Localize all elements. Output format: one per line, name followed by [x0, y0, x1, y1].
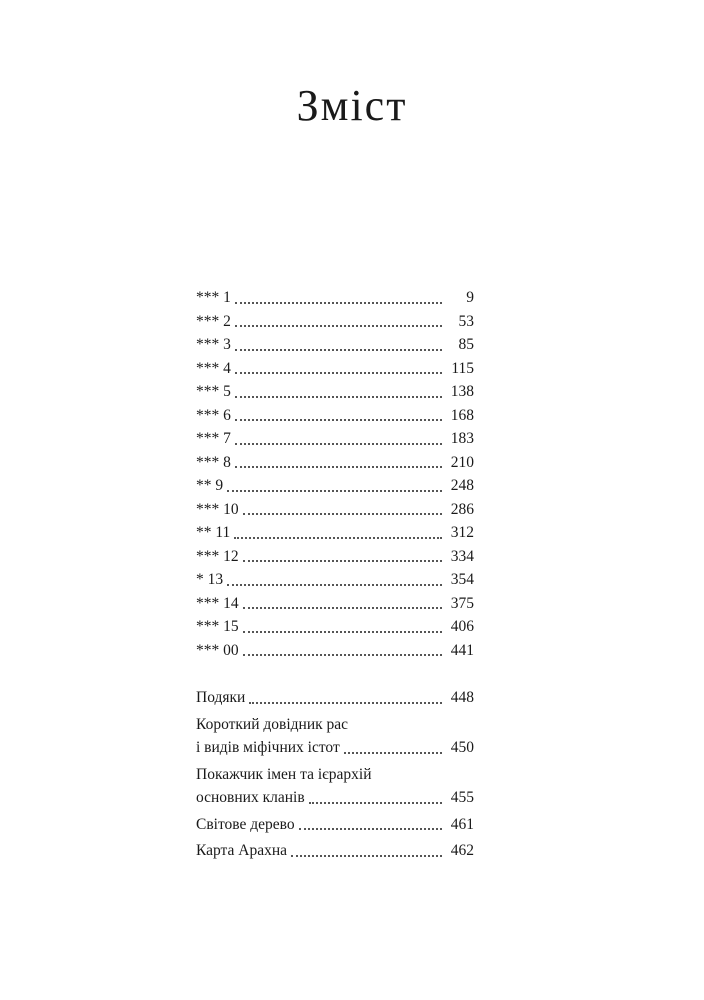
toc-entry-label: * 13	[196, 571, 224, 588]
dot-leader	[243, 607, 442, 609]
toc-entry[interactable]	[196, 404, 474, 428]
toc-entry-label: *** 12	[196, 547, 239, 565]
toc-entry-label: основних кланів	[196, 789, 305, 806]
toc-entry-page: 406	[450, 618, 474, 635]
toc-entry-page: 286	[450, 500, 474, 518]
toc-entry[interactable]	[196, 686, 474, 710]
toc-entry[interactable]	[196, 474, 474, 498]
toc-entry-label-line1: Покажчик імен та ієрархій	[196, 765, 372, 783]
dot-leader	[291, 855, 442, 857]
dot-leader	[299, 828, 442, 830]
toc-entry-label: *** 3	[196, 336, 231, 353]
toc-entry[interactable]	[196, 713, 474, 760]
toc-entry-page: 53	[458, 312, 474, 330]
toc-entry[interactable]	[196, 568, 474, 592]
dot-leader	[235, 325, 442, 327]
toc-entry-page: 248	[450, 477, 474, 494]
toc-entry-label: *** 1	[196, 289, 231, 306]
toc-entry[interactable]	[196, 310, 474, 334]
toc-entry-label: *** 8	[196, 453, 231, 471]
toc-entry[interactable]	[196, 615, 474, 639]
page-title: Зміст	[296, 81, 408, 130]
dot-leader	[309, 802, 442, 804]
toc-entry[interactable]	[196, 839, 474, 863]
toc-entry-label: *** 15	[196, 618, 239, 635]
toc-entry-page: 462	[450, 842, 474, 859]
dot-leader	[227, 584, 442, 586]
toc-entry-label: ** 9	[196, 477, 224, 494]
toc-entry-page: 168	[450, 406, 474, 424]
toc-entry-page: 210	[450, 453, 474, 471]
toc-entry-page: 183	[450, 430, 474, 447]
toc-entry-page: 455	[450, 789, 474, 806]
toc-entry[interactable]	[196, 427, 474, 451]
dot-leader	[235, 349, 442, 351]
toc-entry-label: і видів міфічних істот	[196, 739, 340, 756]
toc-entry-page: 448	[450, 689, 474, 706]
dot-leader	[234, 537, 442, 539]
toc-entry-label: *** 6	[196, 406, 231, 424]
dot-leader	[235, 372, 442, 374]
toc-entry[interactable]	[196, 813, 474, 837]
section-spacer	[196, 662, 474, 686]
toc-entry-page: 334	[450, 547, 474, 565]
toc-entry-label: Карта Арахна	[196, 842, 288, 859]
chapter-list	[196, 286, 474, 662]
toc-entry-label: ** 11	[196, 524, 231, 541]
toc-entry[interactable]	[196, 357, 474, 381]
toc-entry-page: 115	[451, 359, 474, 377]
dot-leader	[235, 466, 442, 468]
toc-entry[interactable]	[196, 763, 474, 810]
toc-entry-label: Світове дерево	[196, 815, 295, 833]
toc-entry-label: *** 2	[196, 312, 231, 330]
toc-entry[interactable]	[196, 545, 474, 569]
dot-leader	[235, 302, 442, 304]
toc-entry-page: 441	[450, 641, 474, 659]
toc-entry-label: *** 5	[196, 383, 231, 400]
dot-leader	[344, 752, 442, 754]
toc-entry[interactable]	[196, 333, 474, 357]
toc-entry-label: *** 4	[196, 359, 231, 377]
toc-entry[interactable]	[196, 498, 474, 522]
toc-entry-page: 85	[458, 336, 474, 353]
toc-entry-label: *** 7	[196, 430, 231, 447]
toc-entry-page: 9	[466, 289, 474, 306]
dot-leader	[235, 419, 442, 421]
dot-leader	[235, 396, 442, 398]
toc-entry[interactable]	[196, 451, 474, 475]
toc-entry-page: 461	[450, 815, 474, 833]
appendix-list	[196, 686, 474, 863]
dot-leader	[243, 631, 442, 633]
dot-leader	[249, 702, 442, 704]
dot-leader	[243, 654, 442, 656]
toc-entry-label: *** 14	[196, 594, 239, 612]
toc-entry[interactable]	[196, 380, 474, 404]
toc-entry-page: 450	[450, 739, 474, 756]
table-of-contents	[196, 286, 474, 866]
toc-entry-label-line1: Короткий довідник рас	[196, 715, 349, 733]
toc-entry-page: 138	[450, 383, 474, 400]
toc-entry-label: *** 00	[196, 641, 239, 659]
dot-leader	[243, 560, 442, 562]
toc-entry-label: Подяки	[196, 689, 246, 706]
dot-leader	[235, 443, 442, 445]
toc-entry[interactable]	[196, 521, 474, 545]
toc-entry[interactable]	[196, 286, 474, 310]
dot-leader	[243, 513, 442, 515]
toc-entry-label: *** 10	[196, 500, 239, 518]
dot-leader	[227, 490, 442, 492]
toc-entry-page: 312	[450, 524, 474, 541]
toc-entry-page: 354	[450, 571, 474, 588]
toc-entry[interactable]	[196, 639, 474, 663]
toc-entry[interactable]	[196, 592, 474, 616]
toc-entry-page: 375	[450, 594, 474, 612]
